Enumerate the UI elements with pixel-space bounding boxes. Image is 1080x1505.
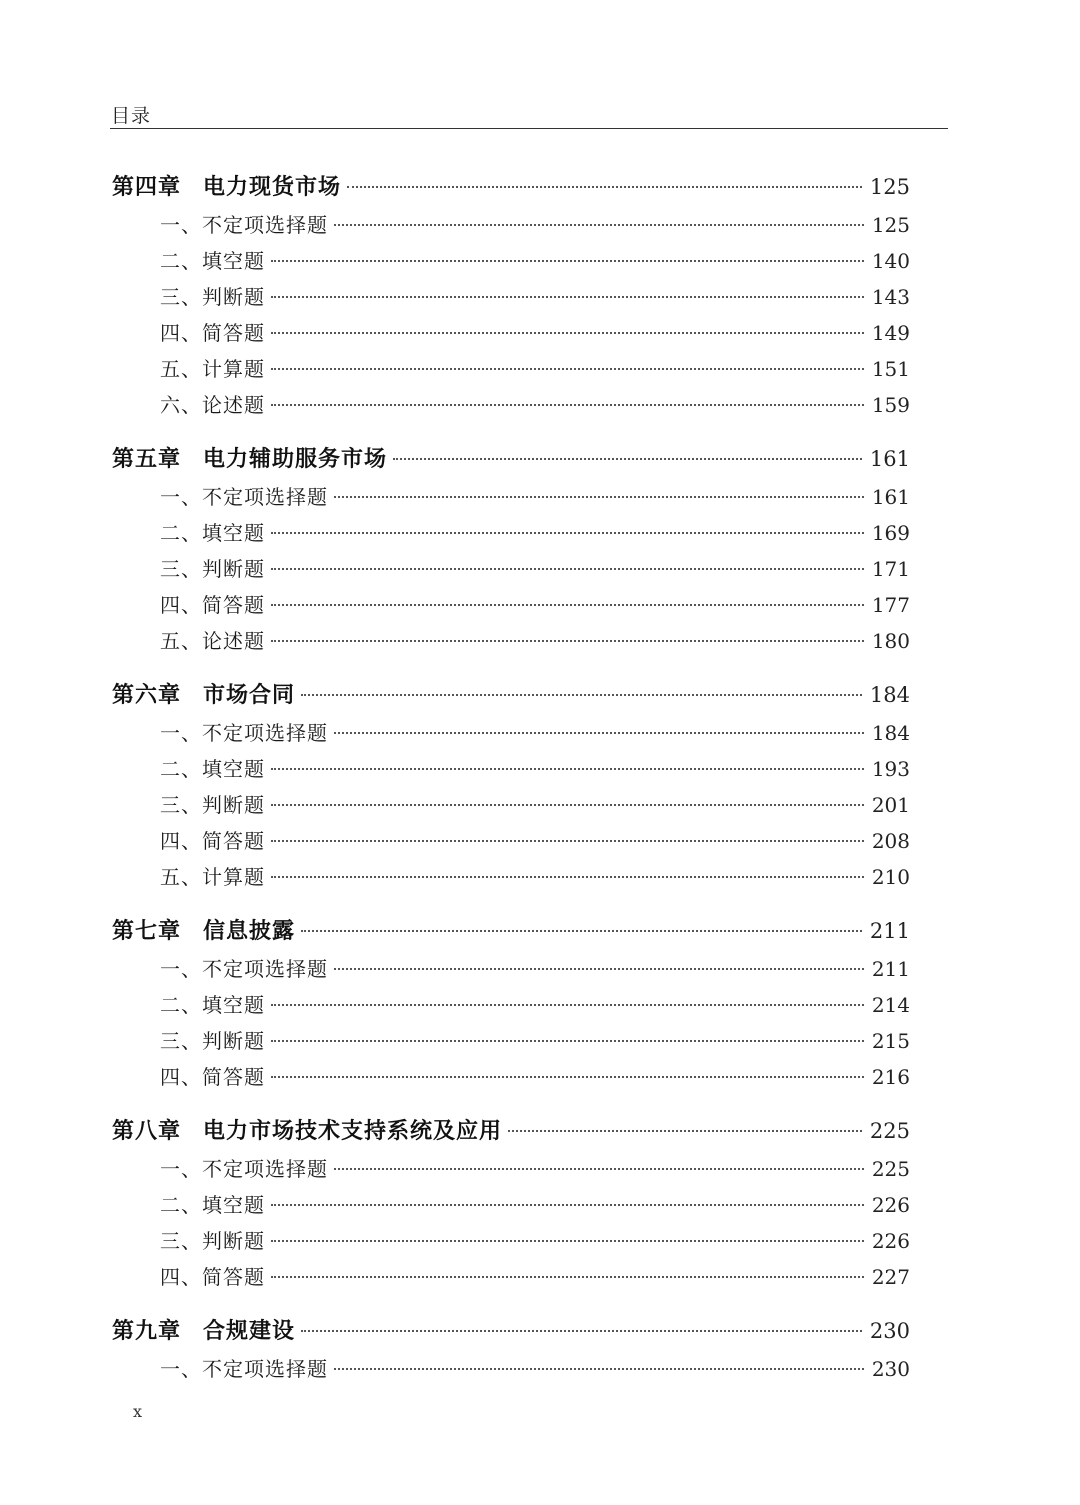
chapter-heading [112, 912, 295, 952]
section-page-number: 169 [871, 521, 910, 545]
section-page-number: 226 [871, 1193, 910, 1217]
toc-section-entry[interactable] [112, 479, 910, 515]
section-title: 二、填空题 [160, 249, 265, 273]
section-page-number: 193 [871, 757, 910, 781]
dot-leader [334, 730, 864, 734]
running-head-title: 目录 [111, 105, 152, 127]
toc-section-entry[interactable] [112, 1023, 910, 1059]
toc-chapter [112, 911, 910, 1095]
toc-section-entry[interactable] [112, 715, 910, 751]
section-title: 三、判断题 [160, 285, 265, 309]
toc-section-entry[interactable] [112, 1351, 910, 1387]
section-page-number: 208 [871, 829, 910, 853]
dot-leader [334, 1366, 864, 1370]
toc-chapter [112, 1311, 910, 1387]
chapter-number: 第九章 [112, 1319, 182, 1344]
chapter-title: 信息披露 [203, 919, 296, 944]
dot-leader [271, 402, 864, 406]
section-title: 一、不定项选择题 [160, 213, 328, 237]
dot-leader [271, 1238, 864, 1242]
toc-section-entry[interactable] [112, 1059, 910, 1095]
section-page-number: 211 [871, 957, 910, 981]
toc-section-entry[interactable] [112, 315, 910, 351]
chapter-title: 市场合同 [203, 683, 296, 708]
section-title: 三、判断题 [160, 1229, 265, 1253]
chapter-number: 第六章 [112, 683, 182, 708]
section-page-number: 151 [871, 357, 910, 381]
section-page-number: 180 [871, 629, 910, 653]
dot-leader [271, 294, 864, 298]
chapter-title: 合规建设 [203, 1319, 296, 1344]
chapter-number: 第八章 [112, 1119, 182, 1144]
table-of-contents [112, 167, 910, 1387]
dot-leader [271, 638, 864, 642]
chapter-page-number: 230 [869, 1319, 910, 1343]
section-page-number: 216 [871, 1065, 910, 1089]
chapter-heading [112, 440, 387, 480]
toc-section-entry[interactable] [112, 515, 910, 551]
section-title: 四、简答题 [160, 321, 265, 345]
dot-leader [271, 802, 864, 806]
section-title: 一、不定项选择题 [160, 485, 328, 509]
dot-leader [271, 566, 864, 570]
section-title: 一、不定项选择题 [160, 1357, 328, 1381]
section-title: 五、计算题 [160, 865, 265, 889]
dot-leader [271, 330, 864, 334]
section-title: 一、不定项选择题 [160, 1157, 328, 1181]
toc-section-entry[interactable] [112, 551, 910, 587]
toc-chapter [112, 439, 910, 659]
dot-leader [271, 1274, 864, 1278]
dot-leader [271, 874, 864, 878]
dot-leader [271, 1074, 864, 1078]
toc-section-entry[interactable] [112, 987, 910, 1023]
dot-leader [301, 692, 862, 696]
toc-section-entry[interactable] [112, 1223, 910, 1259]
toc-chapter-entry[interactable] [112, 1111, 910, 1151]
dot-leader [271, 530, 864, 534]
section-page-number: 214 [871, 993, 910, 1017]
toc-section-entry[interactable] [112, 823, 910, 859]
section-page-number: 171 [871, 557, 910, 581]
chapter-title: 电力市场技术支持系统及应用 [203, 1119, 503, 1144]
toc-chapter [112, 167, 910, 423]
section-title: 四、简答题 [160, 1265, 265, 1289]
section-title: 二、填空题 [160, 993, 265, 1017]
section-title: 五、计算题 [160, 357, 265, 381]
chapter-title: 电力辅助服务市场 [203, 447, 388, 472]
dot-leader [271, 766, 864, 770]
section-page-number: 215 [871, 1029, 910, 1053]
chapter-heading [112, 1312, 295, 1352]
toc-section-entry[interactable] [112, 1259, 910, 1295]
section-page-number: 143 [871, 285, 910, 309]
section-page-number: 140 [871, 249, 910, 273]
chapter-number: 第七章 [112, 919, 182, 944]
dot-leader [271, 1002, 864, 1006]
dot-leader [271, 1202, 864, 1206]
dot-leader [301, 928, 862, 932]
toc-section-entry[interactable] [112, 951, 910, 987]
section-title: 三、判断题 [160, 793, 265, 817]
section-page-number: 161 [871, 485, 910, 509]
chapter-title: 电力现货市场 [203, 175, 342, 200]
section-title: 二、填空题 [160, 1193, 265, 1217]
toc-chapter-entry[interactable] [112, 911, 910, 951]
chapter-heading [112, 1112, 502, 1152]
section-page-number: 149 [871, 321, 910, 345]
dot-leader [271, 602, 864, 606]
section-page-number: 125 [871, 213, 910, 237]
section-page-number: 226 [871, 1229, 910, 1253]
toc-chapter [112, 1111, 910, 1295]
toc-section-entry[interactable] [112, 207, 910, 243]
chapter-page-number: 211 [869, 919, 910, 943]
chapter-heading [112, 676, 295, 716]
dot-leader [271, 258, 864, 262]
section-title: 四、简答题 [160, 593, 265, 617]
dot-leader [271, 1038, 864, 1042]
section-title: 一、不定项选择题 [160, 721, 328, 745]
section-page-number: 201 [871, 793, 910, 817]
section-title: 三、判断题 [160, 1029, 265, 1053]
header-rule [110, 128, 948, 129]
section-page-number: 227 [871, 1265, 910, 1289]
dot-leader [271, 838, 864, 842]
dot-leader [334, 222, 864, 226]
toc-section-entry[interactable] [112, 1151, 910, 1187]
toc-chapter-entry[interactable] [112, 1311, 910, 1351]
chapter-page-number: 184 [869, 683, 910, 707]
dot-leader [508, 1128, 862, 1132]
toc-section-entry[interactable] [112, 1187, 910, 1223]
section-page-number: 184 [871, 721, 910, 745]
section-title: 五、论述题 [160, 629, 265, 653]
toc-section-entry[interactable] [112, 279, 910, 315]
section-page-number: 210 [871, 865, 910, 889]
toc-section-entry[interactable] [112, 787, 910, 823]
toc-section-entry[interactable] [112, 387, 910, 423]
section-title: 三、判断题 [160, 557, 265, 581]
section-page-number: 177 [871, 593, 910, 617]
section-page-number: 230 [871, 1357, 910, 1381]
toc-chapter [112, 675, 910, 895]
toc-section-entry[interactable] [112, 351, 910, 387]
section-title: 二、填空题 [160, 757, 265, 781]
chapter-number: 第四章 [112, 175, 182, 200]
dot-leader [334, 494, 864, 498]
chapter-heading [112, 168, 341, 208]
toc-chapter-entry[interactable] [112, 167, 910, 207]
section-title: 四、简答题 [160, 1065, 265, 1089]
section-title: 二、填空题 [160, 521, 265, 545]
dot-leader [301, 1328, 862, 1332]
chapter-page-number: 225 [869, 1119, 910, 1143]
toc-section-entry[interactable] [112, 623, 910, 659]
toc-chapter-entry[interactable] [112, 675, 910, 715]
section-title: 四、简答题 [160, 829, 265, 853]
dot-leader [393, 456, 862, 460]
dot-leader [334, 966, 864, 970]
chapter-page-number: 125 [869, 175, 910, 199]
section-title: 六、论述题 [160, 393, 265, 417]
page-folio: x [133, 1402, 143, 1421]
chapter-number: 第五章 [112, 447, 182, 472]
toc-section-entry[interactable] [112, 243, 910, 279]
toc-section-entry[interactable] [112, 859, 910, 895]
dot-leader [347, 184, 862, 188]
chapter-page-number: 161 [869, 447, 910, 471]
dot-leader [271, 366, 864, 370]
dot-leader [334, 1166, 864, 1170]
toc-chapter-entry[interactable] [112, 439, 910, 479]
toc-section-entry[interactable] [112, 587, 910, 623]
section-page-number: 159 [871, 393, 910, 417]
section-page-number: 225 [871, 1157, 910, 1181]
toc-section-entry[interactable] [112, 751, 910, 787]
section-title: 一、不定项选择题 [160, 957, 328, 981]
